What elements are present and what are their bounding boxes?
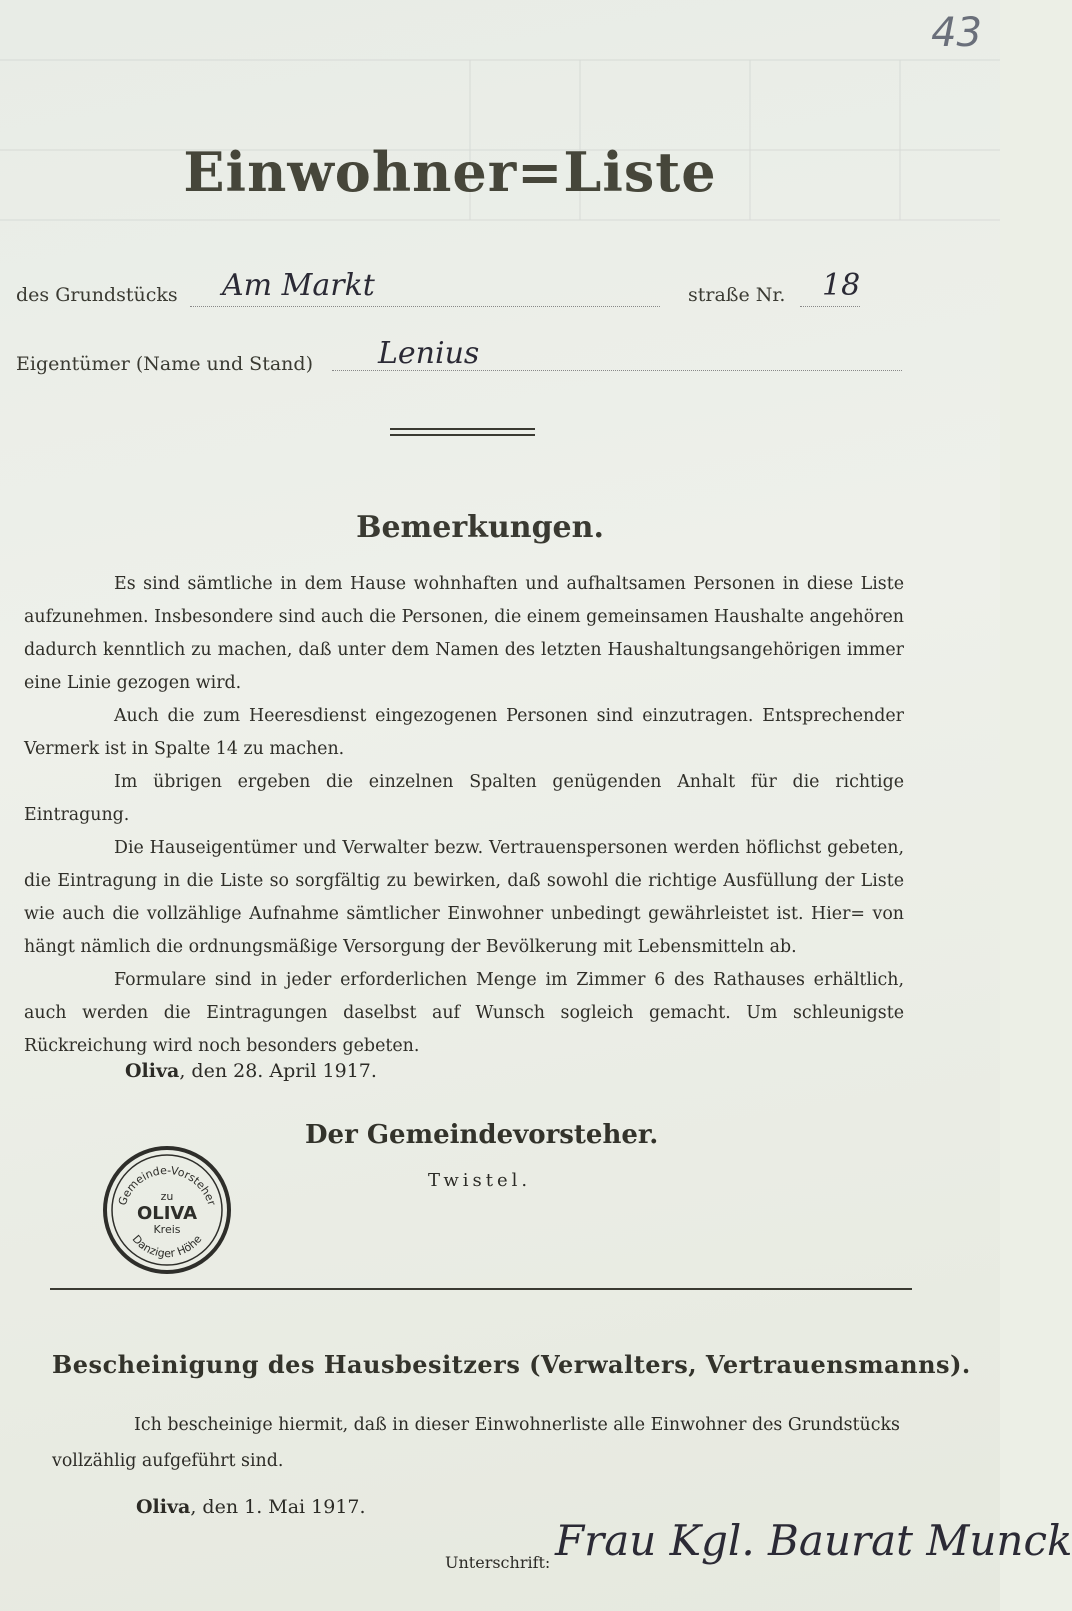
section-divider (50, 1288, 912, 1290)
owner-label: Eigentümer (Name und Stand) (16, 353, 313, 375)
certificate-date-text: , den 1. Mai 1917. (190, 1496, 366, 1518)
signatory-title: Der Gemeindevorsteher. (305, 1120, 659, 1150)
certificate-heading: Bescheinigung des Hausbesitzers (Verwalters, Vertrauensmanns). (52, 1350, 971, 1379)
owner-value: Lenius (378, 336, 480, 371)
issue-date (125, 1060, 377, 1082)
remarks-paragraph: Formulare sind in jeder erforderlichen Menge im Zimmer 6 des Rathauses erhältlich, auch werden die Eintragungen daselbst auf Wunsch sogleich gemacht. Um schleunigste Rückreichung wird noch besonders gebeten. (24, 970, 904, 1056)
certificate-date (136, 1496, 366, 1518)
stamp-text-kreis: Kreis (153, 1223, 181, 1236)
svg-text:Danziger Höhe (130, 1232, 205, 1260)
street-value: Am Markt (222, 268, 375, 303)
official-seal-stamp (102, 1145, 232, 1275)
stamp-text-zu: zu (160, 1190, 174, 1203)
remarks-paragraph: Es sind sämtliche in dem Hause wohnhaften und aufhaltsamen Personen in diese Liste aufzunehmen. Insbesondere sind auch die Personen, die einem gemeinsamen Haushalte angehören dadurch kenntlich zu machen, daß unter dem Namen des letzten Haushaltungsangehörigen immer eine Linie gezogen wird. (24, 574, 904, 693)
stamp-text-bottom: Danziger Höhe (129, 1232, 205, 1261)
stamp-text-oliva: OLIVA (136, 1203, 198, 1224)
street-dotted-line (190, 306, 660, 307)
certificate-body (52, 1407, 914, 1479)
certificate-place: Oliva (136, 1496, 191, 1518)
signature-value: Frau Kgl. Baurat Munck (555, 1516, 1072, 1565)
property-label: des Grundstücks (16, 284, 178, 306)
remarks-paragraph: Im übrigen ergeben die einzelnen Spalten genügenden Anhalt für die richtige Eintragung. (24, 772, 904, 825)
issue-date-text: , den 28. April 1917. (179, 1060, 377, 1082)
signature-label: Unterschrift: (445, 1553, 551, 1572)
remarks-paragraph: Auch die zum Heeresdienst eingezogenen Personen sind einzutragen. Entsprechender Vermerk ist in Spalte 14 zu machen. (24, 706, 904, 759)
signatory-name: Twistel. (428, 1170, 532, 1191)
number-dotted-line (800, 306, 860, 307)
double-rule (390, 428, 535, 436)
page-number: 43 (931, 10, 982, 56)
stamp-text-top: Gemeinde-Vorsteher (115, 1163, 219, 1208)
remarks-heading: Bemerkungen. (356, 510, 604, 545)
form-title: Einwohner=Liste (183, 140, 717, 204)
street-number-label: straße Nr. (688, 284, 786, 306)
remarks-paragraph: Die Hauseigentümer und Verwalter bezw. Vertrauenspersonen werden höflichst gebeten, die Eintragung in die Liste so sorgfältig zu bewirken, daß sowohl die richtige Ausfüllung der Liste wie auch die vollzählige Aufnahme sämtlicher Einwohner unbedingt gewährleistet ist. Hier= von hängt nämlich die ordnungsmäßige Versorgung der Bevölkerung mit Lebensmitteln ab. (24, 838, 904, 957)
owner-dotted-line (332, 370, 902, 371)
certificate-text: Ich bescheinige hiermit, daß in dieser Einwohnerliste alle Einwohner des Grundstücks vollzählig aufgeführt sind. (52, 1415, 900, 1471)
issue-place: Oliva (125, 1060, 180, 1082)
remarks-body (24, 568, 904, 1063)
street-number-value: 18 (822, 268, 861, 303)
